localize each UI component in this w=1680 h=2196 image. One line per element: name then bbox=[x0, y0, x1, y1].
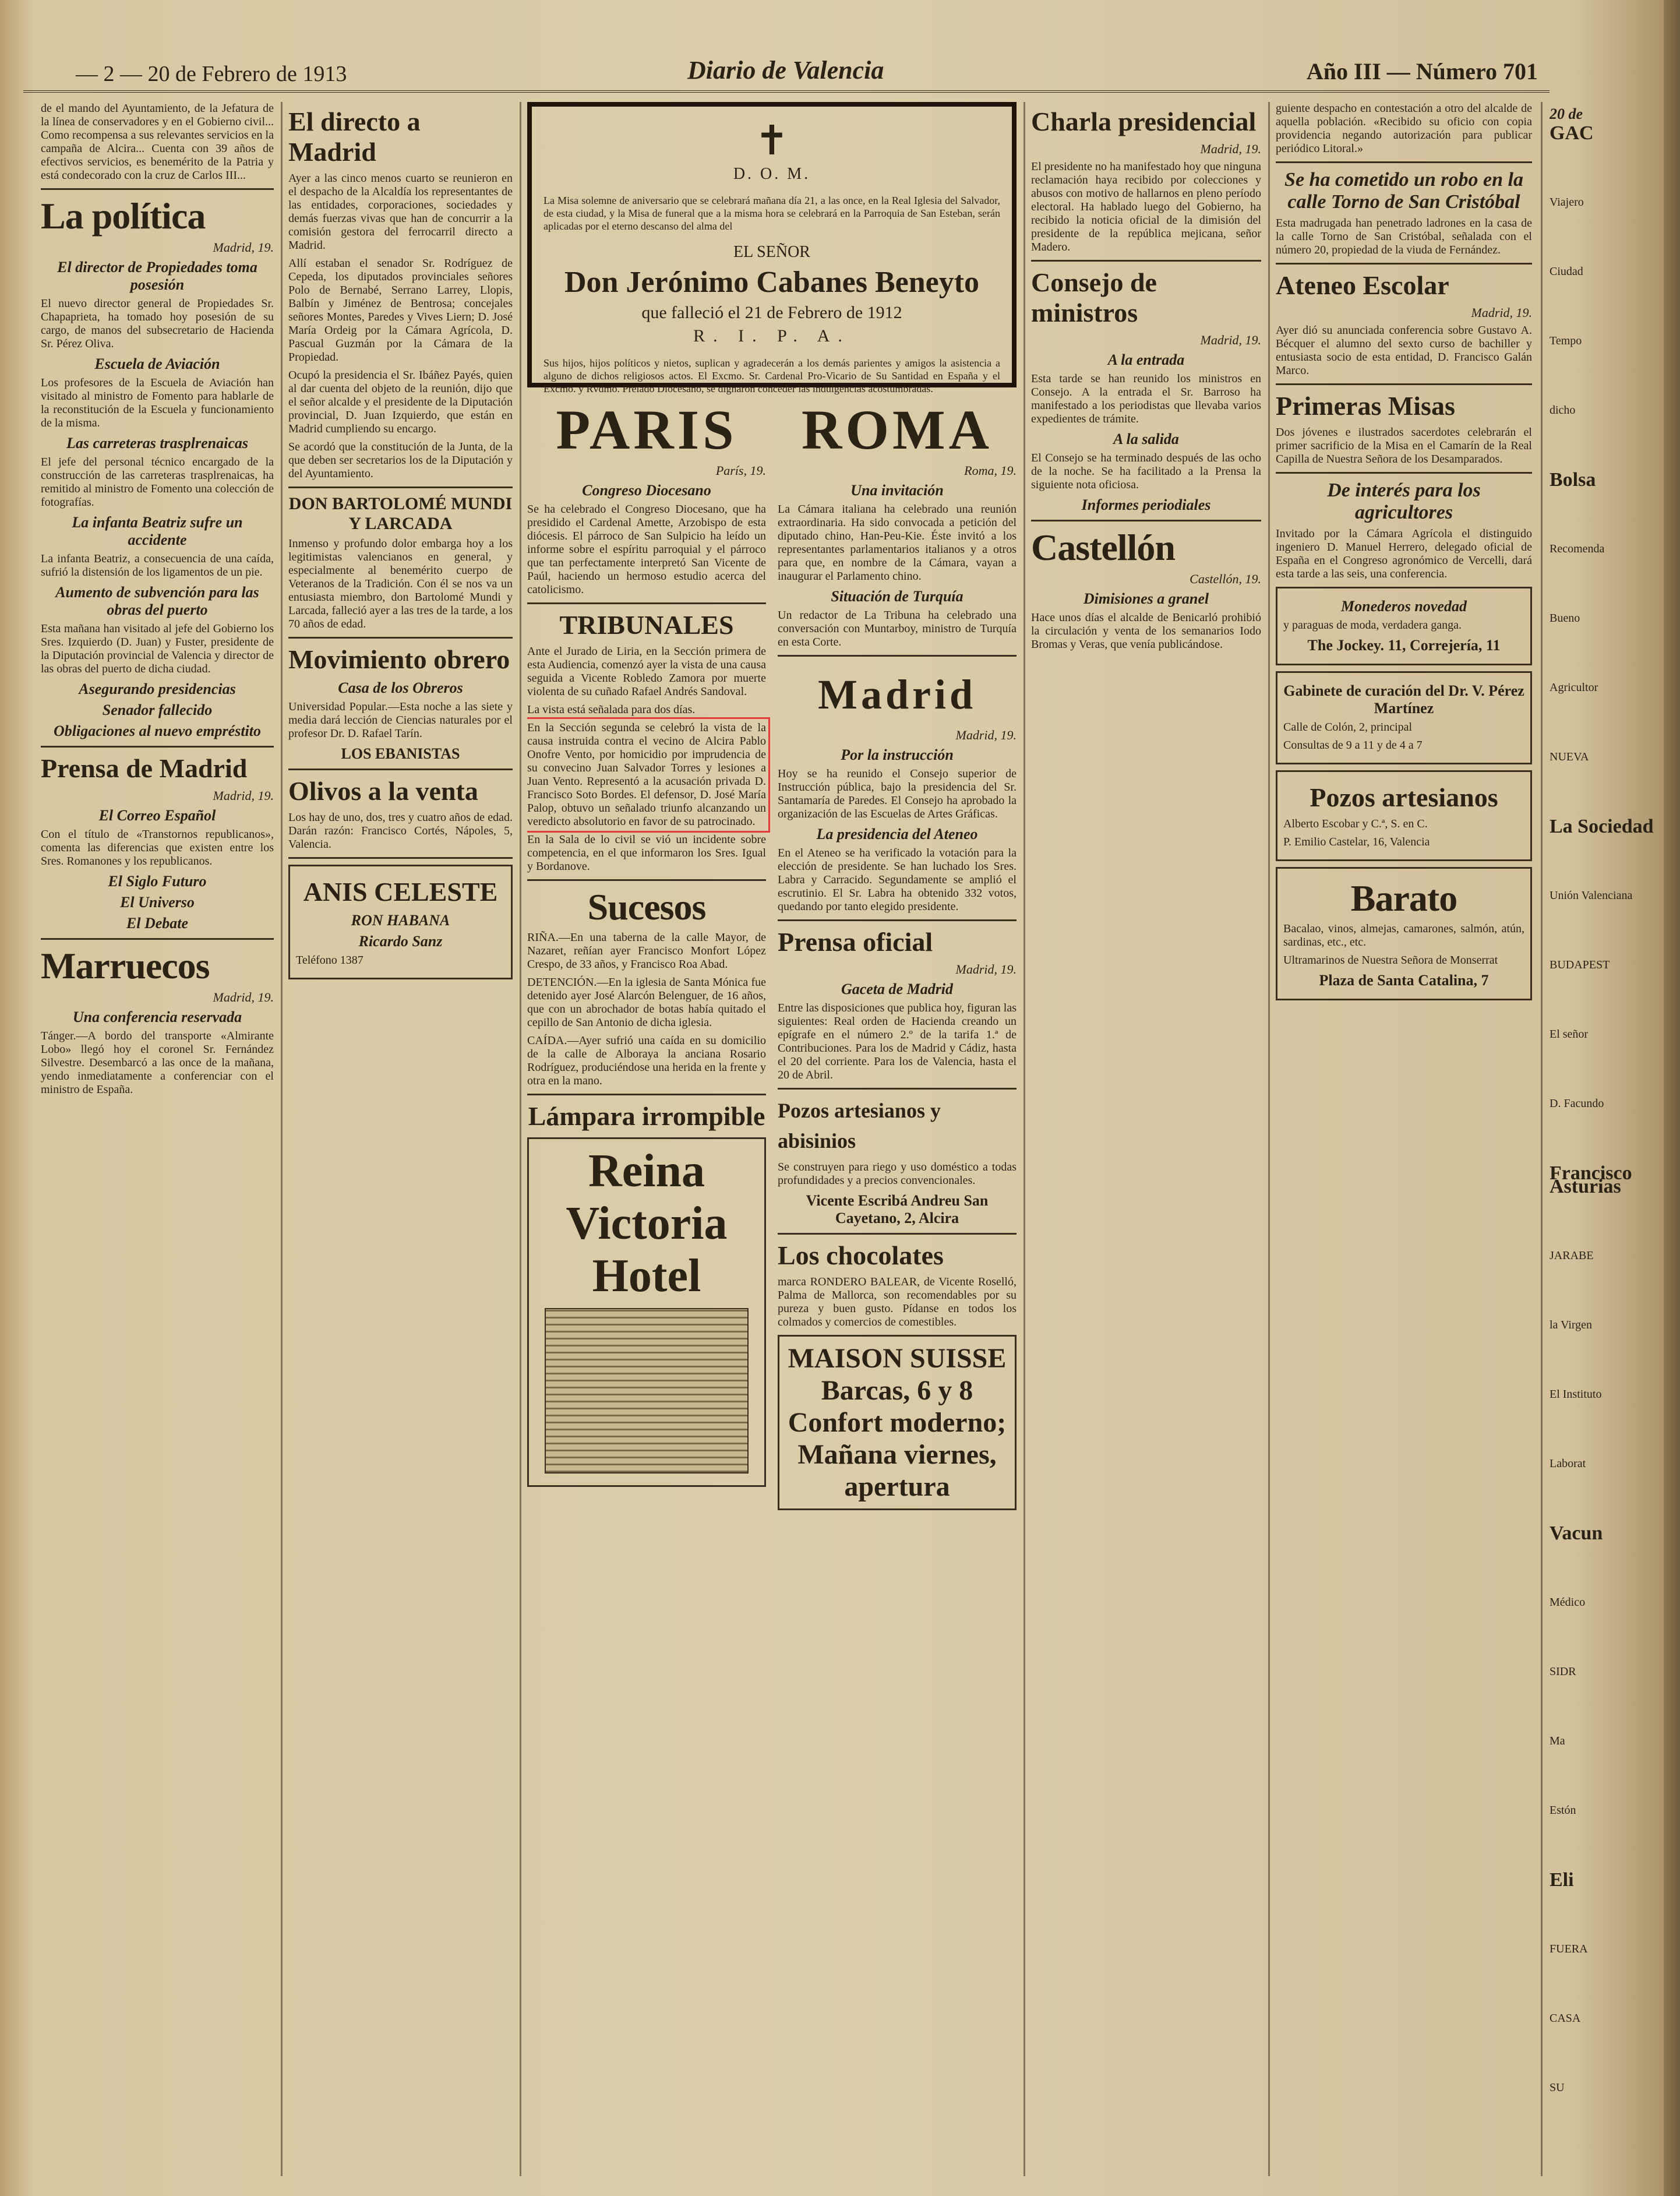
next-page-header: 20 de bbox=[1550, 105, 1583, 122]
paragraph: En la Sala de lo civil se vió un incidente sobre competencia, en el que informaron los Sres. Igual y Bordanove. bbox=[527, 833, 766, 873]
column-rule bbox=[1541, 102, 1543, 2176]
ad-monederos-text: y paraguas de moda, verdadera ganga. bbox=[1283, 619, 1462, 632]
paragraph: Dos jóvenes e ilustrados sacerdotes celebrarán el primer sacrificio de la Misa en el Camarín de la Real Capilla de Nuestra Señora de los Desamparados. bbox=[1276, 426, 1532, 466]
paragraph: Entre las disposiciones que publica hoy, figuran las siguientes: Real orden de Hacienda creando un epígrafe en el número 2.º de la tarifa 1.ª de Contribuciones. Para los de Madrid y Cádiz, hasta el 20 del corriente. Para los de Valencia, hasta el 20 de Abril. bbox=[778, 1002, 1017, 1081]
cropped-line: SIDR bbox=[1550, 1665, 1576, 1678]
paragraph: Se construyen para riego y uso doméstico a todas profundidades y a precios convencionales. bbox=[778, 1161, 1017, 1187]
cropped-line: Bolsa bbox=[1550, 469, 1596, 491]
cropped-line: D. Facundo bbox=[1550, 1097, 1604, 1110]
cropped-line: SU bbox=[1550, 2081, 1565, 2094]
cropped-line: Agricultor bbox=[1550, 681, 1598, 694]
ad-barato-text: Bacalao, vinos, almejas, camarones, salmón, atún, sardinas, etc., etc. bbox=[1283, 922, 1524, 949]
dateline: Madrid, 19. bbox=[1200, 142, 1261, 156]
obituary-text: La Misa solemne de aniversario que se celebrará mañana día 21, a las once, en la Real Iglesia del Salvador, de esta ciudad, y la Misa de funeral que a la misma hora se celebrará en la Parroquia de San Esteban, serán aplicadas por el eterno descanso del alma del bbox=[543, 195, 1000, 232]
cropped-line: El señor bbox=[1550, 1028, 1589, 1041]
paragraph: Los hay de uno, dos, tres y cuatro años de edad. Darán razón: Francisco Cortés, Nápoles, 5, Valencia. bbox=[288, 811, 513, 851]
paragraph: Los profesores de la Escuela de Aviación han visitado al ministro de Fomento para hablarle de la reconstitución de la Escuela y funcionamiento de la misma. bbox=[41, 376, 274, 429]
ad-barato-address-1: Ultramarinos de Nuestra Señora de Monserrat bbox=[1283, 954, 1498, 967]
paragraph: La vista está señalada para dos días. bbox=[527, 703, 696, 716]
ad-hotel-address: Barcas, 6 y 8 bbox=[821, 1375, 973, 1406]
paragraph: El Consejo se ha terminado después de las ocho de la noche. Se ha facilitado a la Prensa la siguiente nota oficiosa. bbox=[1031, 452, 1261, 491]
paragraph: Esta mañana han visitado al jefe del Gobierno los Sres. Izquierdo (D. Juan) y Fuster, presidente de la Diputación provincial de Valencia y director de las obras del puerto de dicha ciudad. bbox=[41, 622, 274, 675]
dateline: Madrid, 19. bbox=[213, 990, 274, 1004]
subheading: A la entrada bbox=[1107, 351, 1185, 368]
dateline: Madrid, 19. bbox=[213, 788, 274, 803]
section-title-prensa-oficial: Prensa oficial bbox=[778, 927, 933, 957]
section-title-castellon: Castellón bbox=[1031, 527, 1175, 568]
cropped-line: Médico bbox=[1550, 1596, 1586, 1609]
ad-monederos bbox=[1276, 587, 1532, 665]
cropped-line: la Virgen bbox=[1550, 1319, 1593, 1331]
ad-barato bbox=[1276, 867, 1532, 1000]
paragraph: El presidente no ha manifestado hoy que ninguna reclamación haya recibido por colecciones y abusos con motivo de hallarnos en pleno período electoral. Ha hablado luego del Gobierno, ha recibido la noticia oficial de la dimisión del presidente de la república mejicana, señor Madero. bbox=[1031, 160, 1261, 253]
subheading: El director de Propiedades toma posesión bbox=[57, 259, 257, 293]
cropped-line: Eli bbox=[1550, 1869, 1574, 1891]
cropped-line: Recomenda bbox=[1550, 542, 1605, 555]
section-title-misas: Primeras Misas bbox=[1276, 391, 1455, 421]
obituary-rip: R. I. P. A. bbox=[693, 326, 850, 346]
subheading: Por la instrucción bbox=[841, 746, 954, 763]
paragraph: La infanta Beatriz, a consecuencia de una caída, sufrió la distensión de los ligamentos de un pie. bbox=[41, 552, 274, 579]
ad-anis-title: ANIS CELESTE bbox=[303, 877, 498, 907]
highlighted-paragraph[interactable]: En la Sección segunda se celebró la vista de la causa instruida contra el vecino de Alcira Pablo Onofre Vento, por homicidio por imprudencia de su convecino Juan Salvador Torres y lesiones a Juan Vento. Representó a la acusación privada D. Francisco Soto Bordes. El defensor, D. José María Palop, obtuvo un señalado triunfo alcanzando un veredicto absolutorio en favor de su patrocinado. bbox=[527, 721, 766, 828]
obituary-name: Don Jerónimo Cabanes Beneyto bbox=[564, 266, 980, 299]
subheading: LOS EBANISTAS bbox=[341, 745, 460, 762]
paragraph: Se ha celebrado el Congreso Diocesano, que ha presidido el Cardenal Amette, Arzobispo de esta diócesis. El párroco de San Sulpicio ha leído un informe sobre el espíritu parroquial y el párroco que tan perfectamente interpretó San Vicente de Paúl, haciendo un hermoso estudio acerca del catolicismo. bbox=[527, 503, 766, 596]
paragraph: Ayer a las cinco menos cuarto se reunieron en el despacho de la Alcaldía los representantes de las entidades, corporaciones, sociedades y demás fuerzas vivas que han de concurrir a la comisión gestora del ferrocarril directo a Madrid. bbox=[288, 172, 513, 252]
paragraph: Hoy se ha reunido el Consejo superior de Instrucción pública, bajo la presidencia del Sr. Santamaría de Paredes. El Consejo ha aprobado la organización de las Escuelas de Artes Gráficas. bbox=[778, 767, 1017, 820]
obituary-dom: D. O. M. bbox=[733, 165, 811, 183]
hotel-building-illustration bbox=[545, 1308, 749, 1474]
subheading: La presidencia del Ateneo bbox=[816, 826, 978, 843]
paragraph: Ayer dió su anunciada conferencia sobre Gustavo A. Bécquer el alumno del sexto curso de bachiller y entusiasta socio de esta entidad, D. Francisco Galán Marco. bbox=[1276, 324, 1532, 377]
section-title-charla: Charla presidencial bbox=[1031, 107, 1257, 136]
ad-gabinete bbox=[1276, 671, 1532, 764]
ad-pozos2-title: Pozos artesianos bbox=[1310, 782, 1498, 812]
cropped-line: El Instituto bbox=[1550, 1388, 1602, 1401]
paragraph: El jefe del personal técnico encargado de la construcción de las carreteras trasplrenaicas, ha remitido al ministro de Fomento una colección de fotografías. bbox=[41, 456, 274, 509]
cropped-line: Viajero bbox=[1550, 196, 1584, 209]
ad-pozos2-address-1: Alberto Escobar y C.ª, S. en C. bbox=[1283, 817, 1428, 830]
ad-anis bbox=[288, 865, 513, 979]
section-title-tribunales: TRIBUNALES bbox=[559, 610, 734, 640]
subheading: El Universo bbox=[120, 894, 195, 911]
dateline: Madrid, 19. bbox=[955, 728, 1017, 742]
column-6-cropped bbox=[1550, 102, 1680, 2176]
cropped-line: Laborat bbox=[1550, 1457, 1586, 1470]
ad-hotel-name: Reina Victoria bbox=[566, 1145, 728, 1249]
subheading: La infanta Beatriz sufre un accidente bbox=[72, 514, 243, 548]
cropped-line: Unión Valenciana bbox=[1550, 889, 1633, 902]
ad-hotel-details bbox=[778, 1335, 1017, 1510]
ad-anis-brand: Ricardo Sanz bbox=[358, 933, 443, 950]
cropped-line: CASA bbox=[1550, 2012, 1581, 2025]
subheading: Aumento de subvención para las obras del puerto bbox=[55, 584, 259, 618]
paragraph: Un redactor de La Tribuna ha celebrado una conversación con Muntarboy, ministro de Turquía en esta Corte. bbox=[778, 609, 1017, 648]
section-title-consejo: Consejo de ministros bbox=[1031, 267, 1157, 327]
subheading: Una conferencia reservada bbox=[72, 1009, 242, 1025]
cropped-line: Bueno bbox=[1550, 612, 1580, 625]
section-title-politica: La política bbox=[41, 195, 206, 237]
paragraph: Esta madrugada han penetrado ladrones en la casa de la calle Torno de San Cristóbal, señalada con el número 20, propiedad de la viuda de Fernández. bbox=[1276, 217, 1532, 256]
subheading: Asegurando presidencias bbox=[79, 681, 236, 697]
cropped-lines bbox=[1550, 122, 1680, 2095]
subheading: El Correo Español bbox=[98, 807, 216, 824]
paragraph: Ocupó la presidencia el Sr. Ibáñez Payés, quien al dar cuenta del objeto de la reunión, dijo que el señor alcalde y el presidente de la Diputación provincial, D. Juan Izquierdo, que están en Madrid cumpliendo su encargo. bbox=[288, 369, 513, 435]
cropped-line: FUERA bbox=[1550, 1943, 1588, 1955]
roma-column bbox=[778, 398, 1017, 1516]
dateline: Madrid, 19. bbox=[1200, 333, 1261, 347]
dateline: Roma, 19. bbox=[964, 463, 1017, 478]
ad-barato-title: Barato bbox=[1350, 877, 1457, 919]
twin-columns bbox=[527, 398, 1017, 1516]
cropped-line: Francisco Asturias bbox=[1550, 1162, 1632, 1197]
section-title-movimiento: Movimiento obrero bbox=[288, 644, 510, 674]
header-date: — 2 — 20 de Febrero de 1913 bbox=[76, 62, 347, 86]
paragraph: guiente despacho en contestación a otro del alcalde de aquella población. «Recibido su oficio con copia providencia negando autorización para publicar periódico Litoral.» bbox=[1276, 102, 1532, 155]
ad-gabinete-address: Calle de Colón, 2, principal bbox=[1283, 721, 1413, 734]
paragraph: Hace unos días el alcalde de Benicarló prohibió la circulación y venta de los semanarios Iodo Bromas y Veras, que venía publicándose. bbox=[1031, 611, 1261, 651]
paragraph: La Cámara italiana ha celebrado una reunión extraordinaria. Ha sido convocada a petición del diputado chino, Han-Peu-Kie. Éste invitó a los representantes parlamentarios italianos y a otros para que, en nombre de la Cámara, vayan a inaugurar el Parlamento chino. bbox=[778, 503, 1017, 583]
ad-hotel bbox=[527, 1137, 766, 1487]
cropped-line: La Sociedad bbox=[1550, 816, 1654, 837]
ad-monederos-address: The Jockey. 11, Correjería, 11 bbox=[1307, 637, 1501, 654]
cropped-line: Tempo bbox=[1550, 334, 1582, 347]
paragraph: DETENCIÓN.—En la iglesia de Santa Mónica fue detenido ayer José Alarcón Belenguer, de 16 años, que con un abrochador de botas había quitado el cepillo de San Antonio de dicha iglesia. bbox=[527, 976, 766, 1029]
obituary-title: DON BARTOLOMÉ MUNDI Y LARCADA bbox=[288, 494, 513, 533]
cropped-line: BUDAPEST bbox=[1550, 958, 1610, 971]
column-rule bbox=[1268, 102, 1270, 2176]
paragraph: Allí estaban el senador Sr. Rodríguez de Cepeda, los diputados provinciales señores Polo de Bernabé, Serrano Larrey, Llopis, Balbín y Jiménez de Bentrosa; concejales señores Montes, Paredes y Vives Liern; D. José María Ordeig por la Cámara Agrícola, D. Pascual Guzmán por la Cámara de la Propiedad. bbox=[288, 257, 513, 364]
cropped-line: dicho bbox=[1550, 404, 1576, 417]
ad-pozos2-address-2: P. Emilio Castelar, 16, Valencia bbox=[1283, 836, 1430, 848]
ad-anis-tel: Teléfono 1387 bbox=[296, 954, 363, 967]
column-3 bbox=[527, 102, 1017, 2176]
subheading: Las carreteras trasplrenaicas bbox=[66, 435, 248, 452]
article-title: El directo a Madrid bbox=[288, 107, 421, 167]
dateline: Castellón, 19. bbox=[1190, 572, 1261, 586]
column-rule bbox=[520, 102, 521, 2176]
paragraph: Tánger.—A bordo del transporte «Almirante Lobo» llegó hoy el coronel Sr. Fernández Silvestre. Desembarcó a las once de la mañana, yendo inmediatamente a conferenciar con el ministro de España. bbox=[41, 1030, 274, 1096]
paragraph: RIÑA.—En una taberna de la calle Mayor, de Nazaret, reñían ayer Francisco Monfort López Crespo, de 33 años, y Francisco Roa Abad. bbox=[527, 931, 766, 971]
section-title-madrid: Madrid bbox=[817, 671, 976, 718]
section-title-roma: ROMA bbox=[802, 399, 993, 461]
dateline: Madrid, 19. bbox=[955, 962, 1017, 977]
ad-monederos-title: Monederos novedad bbox=[1341, 598, 1467, 615]
ad-hotel-word: Hotel bbox=[592, 1250, 701, 1302]
ad-hotel-comfort: Confort moderno; bbox=[788, 1407, 1007, 1438]
section-title-ateneo-escolar: Ateneo Escolar bbox=[1276, 270, 1449, 300]
section-title-robo: Se ha cometido un robo en la calle Torno de San Cristóbal bbox=[1284, 169, 1523, 213]
paragraph: Esta tarde se han reunido los ministros en Consejo. A la entrada el Sr. Barroso ha manifestado a los periodistas que llevaba varios expedientes de trámite. bbox=[1031, 372, 1261, 425]
subheading: Gaceta de Madrid bbox=[841, 981, 954, 997]
paragraph: marca RONDERO BALEAR, de Vicente Roselló, Palma de Mallorca, son recomendables por su pureza y buen gusto. Pídanse en todos los colmados y comercios de comestibles. bbox=[778, 1275, 1017, 1328]
subheading: Situación de Turquía bbox=[831, 588, 963, 605]
paragraph: Inmenso y profundo dolor embarga hoy a los legitimistas valencianos en general, y especialmente al benemérito cuerpo de Veteranos de la Tradición. Con él se nos va un entusiasta miembro, don Bartolomé Mundi y Larcada, falleció ayer a las tres de la tarde, a los 70 años de edad. bbox=[288, 537, 513, 630]
dateline: París, 19. bbox=[715, 463, 766, 478]
paragraph: Universidad Popular.—Esta noche a las siete y media dará lección de Ciencias naturales por el profesor Dr. D. Rafael Tarín. bbox=[288, 700, 513, 740]
subheading: El Siglo Futuro bbox=[108, 873, 207, 890]
obituary-date: que falleció el 21 de Febrero de 1912 bbox=[641, 303, 902, 322]
paragraph: CAÍDA.—Ayer sufrió una caída en su domicilio de la calle de Alboraya la anciana Rosario Rodríguez, produciéndose una herida en la frente y otra en la mano. bbox=[527, 1034, 766, 1087]
ad-pozos-artesianos bbox=[1276, 770, 1532, 861]
section-title-prensa: Prensa de Madrid bbox=[41, 753, 248, 783]
issue-number: Año III — Número 701 bbox=[1306, 58, 1538, 84]
obituary-notice bbox=[527, 102, 1017, 394]
paragraph: El nuevo director general de Propiedades Sr. Chapaprieta, ha tomado hoy posesión de su cargo, de manos del subsecretario de Hacienda Sr. Pérez Oliva. bbox=[41, 297, 274, 350]
subheading: El Debate bbox=[126, 915, 189, 932]
paris-column bbox=[527, 398, 766, 1516]
section-title-marruecos: Marruecos bbox=[41, 945, 210, 986]
subheading: Informes periodiales bbox=[1081, 496, 1211, 513]
subheading: Una invitación bbox=[850, 482, 944, 499]
cropped-line: Vacun bbox=[1550, 1522, 1603, 1544]
ad-olivos-title: Olivos a la venta bbox=[288, 776, 478, 806]
ad-lampara: Lámpara irrompible bbox=[528, 1101, 765, 1131]
cropped-line: Ma bbox=[1550, 1735, 1565, 1747]
cropped-line: Estón bbox=[1550, 1804, 1576, 1817]
subheading: Senador fallecido bbox=[102, 702, 213, 718]
section-title-sucesos: Sucesos bbox=[587, 886, 706, 928]
ad-gabinete-title: Gabinete de curación del Dr. V. Pérez Martínez bbox=[1283, 682, 1524, 717]
subheading: Congreso Diocesano bbox=[582, 482, 711, 499]
paragraph: Se acordó que la constitución de la Junta, de la que deben ser secretarios los de la Diputación y del Ayuntamiento. bbox=[288, 440, 513, 480]
section-title-paris: PARIS bbox=[556, 399, 737, 461]
subheading: Casa de los Obreros bbox=[338, 679, 463, 696]
dateline: Madrid, 19. bbox=[213, 240, 274, 255]
column-rule bbox=[281, 102, 283, 2176]
cropped-line: JARABE bbox=[1550, 1249, 1594, 1262]
obituary-label: EL SEÑOR bbox=[733, 243, 810, 261]
ad-hotel-maison: MAISON SUISSE bbox=[788, 1343, 1007, 1374]
obituary-text-2: Sus hijos, hijos políticos y nietos, suplican y agradecerán a los demás parientes y amigos la asistencia a alguno de dichos religiosos actos. El Excmo. Sr. Cardenal Pro-Vicario de Su Santidad en España y el Excmo. y Rvdmo. Prelado Diocesano, se dignaron conceder las indulgencias acostumbradas. bbox=[543, 357, 1000, 394]
masthead: Diario de Valencia bbox=[687, 56, 884, 84]
subheading: A la salida bbox=[1113, 431, 1179, 447]
paragraph: Ante el Jurado de Liria, en la Sección primera de esta Audiencia, comenzó ayer la vista de una causa seguida a Vicente Robledo Zamora por muerte violenta de su cuñado Rafael Andrés Sandoval. bbox=[527, 645, 766, 698]
ad-chocolates-title: Los chocolates bbox=[778, 1240, 944, 1270]
cropped-line: GAC bbox=[1550, 122, 1594, 144]
ad-gabinete-hours: Consultas de 9 a 11 y de 4 a 7 bbox=[1283, 739, 1423, 752]
page-header bbox=[23, 55, 1550, 93]
ad-anis-sub: RON HABANA bbox=[351, 912, 450, 929]
paragraph: Con el título de «Transtornos republicanos», comenta las diferencias que existen entre los Sres. Romanones y los republicanos. bbox=[41, 828, 274, 868]
dateline: Madrid, 19. bbox=[1471, 305, 1532, 320]
cropped-line: Ciudad bbox=[1550, 265, 1583, 278]
cropped-line: NUEVA bbox=[1550, 750, 1589, 763]
subheading: Dimisiones a granel bbox=[1083, 590, 1209, 607]
column-rule bbox=[1023, 102, 1025, 2176]
column-5 bbox=[1276, 102, 1532, 2176]
article-intro: de el mando del Ayuntamiento, de la Jefatura de la línea de conservadores y en el Gobierno civil... Como recompensa a sus relevantes servicios en la campaña de Alcira... Cuenta con 39 años de efectivos servicios, es benemérito de la Patria y está condecorado con la cruz de Carlos III... bbox=[41, 102, 274, 182]
column-4 bbox=[1031, 102, 1261, 2176]
column-2 bbox=[288, 102, 513, 2176]
paragraph: Invitado por la Cámara Agrícola el distinguido ingeniero D. Manuel Herrero, delegado oficial de España en el Congreso agronómico de Vercelli, dará esta tarde a las seis, una conferencia. bbox=[1276, 527, 1532, 580]
page-edge bbox=[1664, 0, 1680, 2196]
ad-hotel-opening: Mañana viernes, apertura bbox=[797, 1439, 997, 1502]
subheading: Escuela de Aviación bbox=[94, 355, 220, 372]
column-1 bbox=[41, 102, 274, 2176]
paragraph: En el Ateneo se ha verificado la votación para la elección de presidente. Se han luchado los Sres. Labra y Carracido. Segundamente se amplió el escrutinio. El Sr. Labra ha obtenido 332 votos, quedando por tanto elegido presidente. bbox=[778, 847, 1017, 913]
cross-icon: ✝ bbox=[754, 119, 789, 164]
subheading: Obligaciones al nuevo empréstito bbox=[53, 722, 262, 739]
ad-pozos-title: Pozos artesianos y abisinios bbox=[778, 1099, 941, 1152]
ad-barato-address-2: Plaza de Santa Catalina, 7 bbox=[1319, 972, 1489, 989]
ad-pozos-address: Vicente Escribá Andreu San Cayetano, 2, Alcira bbox=[806, 1192, 989, 1226]
section-title-agricultores: De interés para los agricultores bbox=[1327, 480, 1481, 523]
